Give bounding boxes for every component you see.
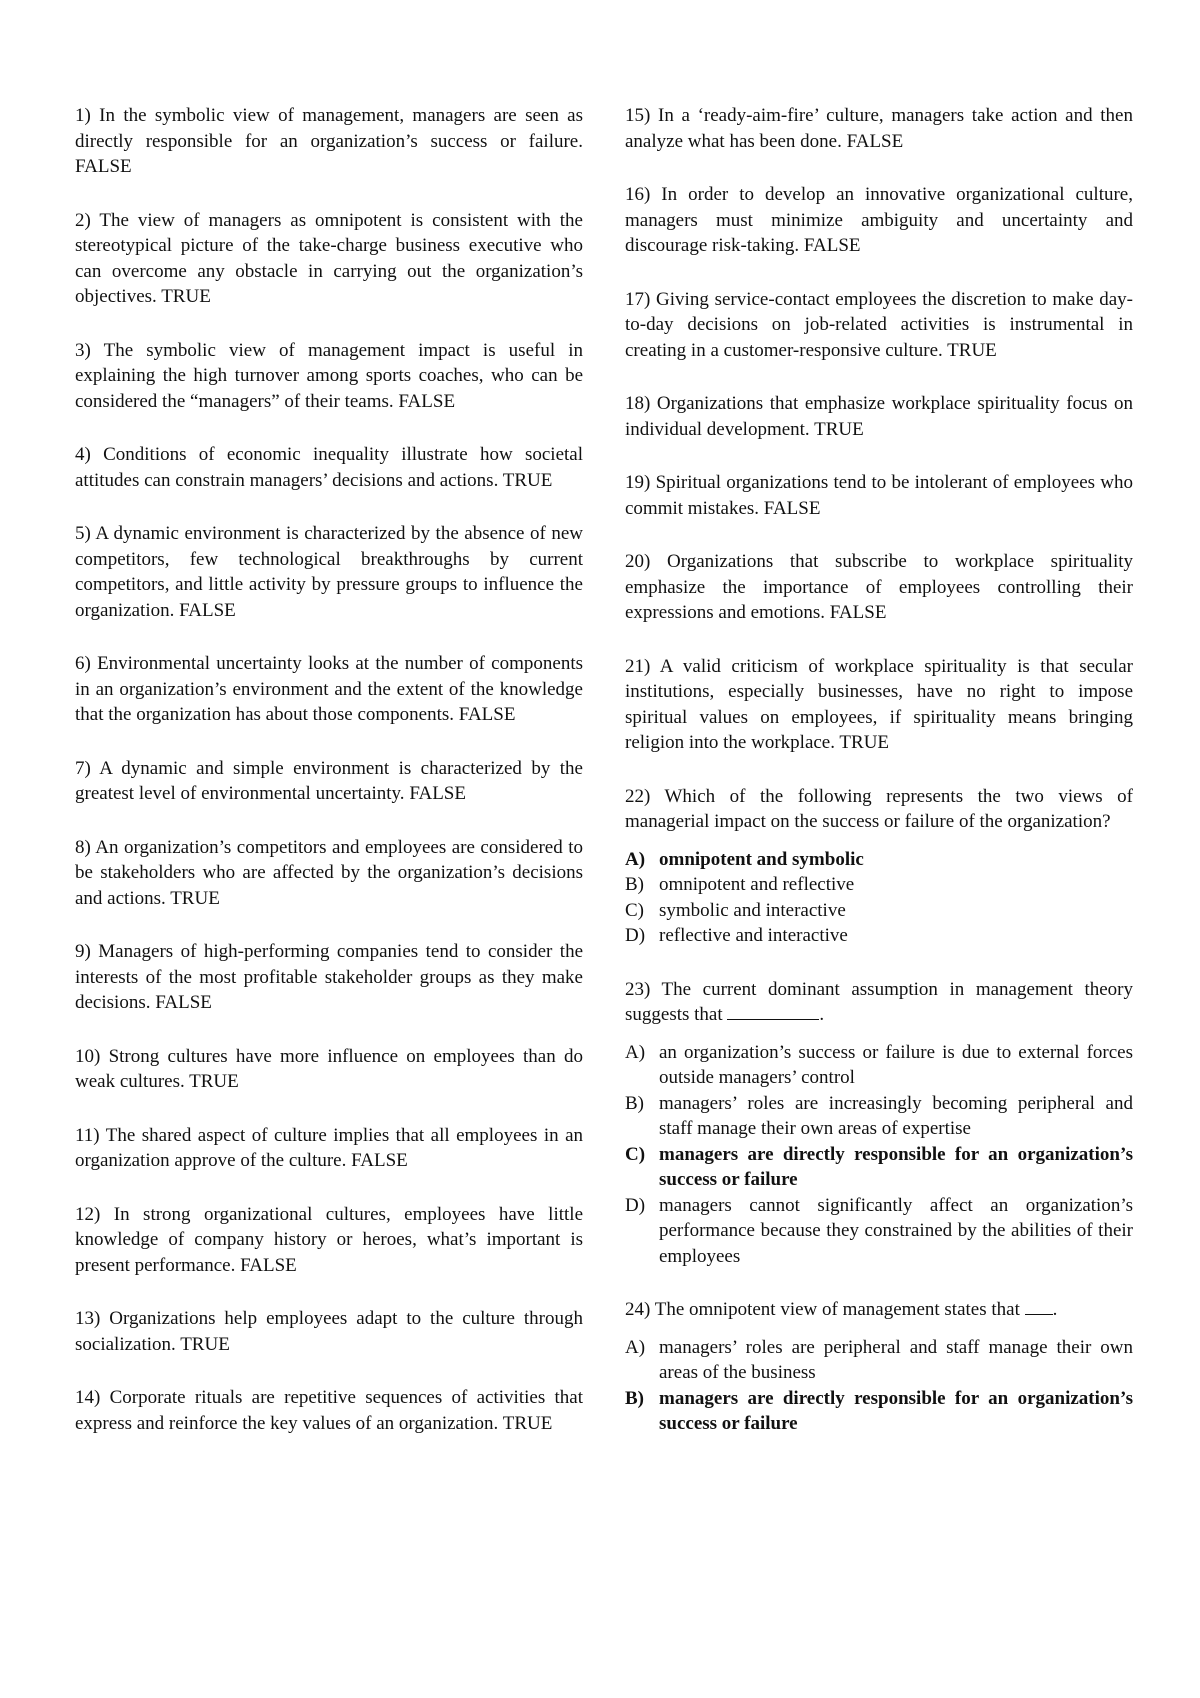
tf-question: 16) In order to develop an innovative organizational culture, managers must minimize ambiguity and uncertainty and discourage risk-taking. FALSE bbox=[625, 184, 1133, 256]
answer: TRUE bbox=[189, 1071, 239, 1092]
answer: FALSE bbox=[829, 602, 887, 623]
mc-question-24-stem: 24) The omnipotent view of management states that . bbox=[625, 1299, 1058, 1320]
answer: FALSE bbox=[398, 390, 456, 412]
answer: TRUE bbox=[502, 469, 553, 491]
tf-question: 19) Spiritual organizations tend to be intolerant of employees who commit mistakes. FALSE bbox=[625, 472, 1133, 519]
option-b: B) managers are directly responsible for an organization’s success or failure bbox=[625, 1387, 1133, 1434]
tf-question: 20) Organizations that subscribe to workplace spirituality emphasize the importance of employees controlling their expressions and emotions. FALSE bbox=[625, 551, 1133, 623]
mc-question-22-stem: 22) Which of the following represents the two views of managerial impact on the success or failure of the organization? bbox=[625, 785, 1133, 832]
left-column bbox=[75, 103, 583, 1464]
tf-question: 21) A valid criticism of workplace spirituality is that secular institutions, especially businesses, have no right to impose spiritual values on employees, if spirituality means bringing religion into the workplace. TRUE bbox=[625, 655, 1133, 753]
answer: FALSE bbox=[458, 704, 516, 725]
answer-blank bbox=[1025, 1298, 1053, 1315]
mc-question-24-options bbox=[625, 1335, 1133, 1437]
answer: FALSE bbox=[763, 497, 821, 519]
answer-blank bbox=[727, 1003, 819, 1020]
answer: FALSE bbox=[351, 1150, 408, 1171]
tf-question: 3) The symbolic view of management impact is useful in explaining the high turnover among sports coaches, who can be considered the “managers” of their teams. FALSE bbox=[75, 339, 583, 412]
tf-question: 15) In a ‘ready-aim-fire’ culture, managers take action and then analyze what has been done. FALSE bbox=[625, 105, 1133, 152]
tf-question: 9) Managers of high-performing companies tend to consider the interests of the most profitable stakeholder groups as they make decisions. FALSE bbox=[75, 941, 583, 1013]
option-b: B) managers’ roles are increasingly becoming peripheral and staff manage their own areas of expertise bbox=[625, 1092, 1133, 1139]
answer: TRUE bbox=[814, 418, 864, 440]
answer: FALSE bbox=[803, 235, 861, 256]
tf-question: 14) Corporate rituals are repetitive sequences of activities that express and reinforce the key values of an organization. TRUE bbox=[75, 1387, 583, 1434]
answer: FALSE bbox=[409, 783, 466, 804]
answer: FALSE bbox=[179, 599, 236, 621]
tf-question: 4) Conditions of economic inequality illustrate how societal attitudes can constrain managers’ decisions and actions. TRUE bbox=[75, 444, 583, 491]
option-a: A) an organization’s success or failure is due to external forces outside managers’ control bbox=[625, 1041, 1133, 1088]
answer: TRUE bbox=[180, 1333, 230, 1355]
tf-question: 17) Giving service-contact employees the discretion to make day-to-day decisions on job-related activities is instrumental in creating in a customer-responsive culture. TRUE bbox=[625, 288, 1133, 361]
option-a: A) omnipotent and symbolic bbox=[625, 848, 864, 870]
tf-question: 12) In strong organizational cultures, employees have little knowledge of company history or heroes, what’s important is present performance. FALSE bbox=[75, 1203, 583, 1276]
tf-question: 10) Strong cultures have more influence on employees than do weak cultures. TRUE bbox=[75, 1045, 583, 1092]
tf-question: 13) Organizations help employees adapt to the culture through socialization. TRUE bbox=[75, 1308, 583, 1355]
answer: TRUE bbox=[947, 339, 997, 361]
answer: TRUE bbox=[170, 887, 220, 909]
answer: TRUE bbox=[502, 1412, 553, 1434]
option-a: A) managers’ roles are peripheral and staff manage their own areas of the business bbox=[625, 1336, 1133, 1383]
answer: FALSE bbox=[846, 130, 904, 152]
tf-question: 2) The view of managers as omnipotent is consistent with the stereotypical picture of the take-charge business executive who can overcome any obstacle in carrying out the organization’s objectives. TRUE bbox=[75, 209, 583, 307]
tf-question: 18) Organizations that emphasize workplace spirituality focus on individual development. TRUE bbox=[625, 393, 1133, 440]
option-c: C) managers are directly responsible for an organization’s success or failure bbox=[625, 1143, 1133, 1190]
answer: FALSE bbox=[155, 992, 212, 1013]
tf-question: 11) The shared aspect of culture implies that all employees in an organization approve of the culture. FALSE bbox=[75, 1124, 583, 1171]
option-b: B) omnipotent and reflective bbox=[625, 874, 855, 895]
answer: TRUE bbox=[839, 732, 890, 753]
tf-question: 7) A dynamic and simple environment is characterized by the greatest level of environmental uncertainty. FALSE bbox=[75, 757, 583, 804]
answer: FALSE bbox=[240, 1254, 297, 1276]
option-d: D) reflective and interactive bbox=[625, 925, 848, 946]
right-column bbox=[625, 103, 1133, 1465]
tf-question: 5) A dynamic environment is characterized by the absence of new competitors, few technological breakthroughs by current competitors, and little activity by pressure groups to influence the organization. FALSE bbox=[75, 523, 583, 621]
option-c: C) symbolic and interactive bbox=[625, 899, 846, 921]
mc-question-23-options bbox=[625, 1040, 1133, 1270]
tf-question: 1) In the symbolic view of management, managers are seen as directly responsible for an organization’s success or failure. FALSE bbox=[75, 105, 583, 177]
mc-question-22-options bbox=[625, 847, 1133, 949]
tf-question: 8) An organization’s competitors and employees are considered to be stakeholders who are affected by the organization’s decisions and actions. TRUE bbox=[75, 836, 583, 909]
tf-question: 6) Environmental uncertainty looks at the number of components in an organization’s environment and the extent of the knowledge that the organization has about those components. FALSE bbox=[75, 653, 583, 725]
answer: TRUE bbox=[161, 286, 211, 307]
option-d: D) managers cannot significantly affect an organization’s performance because they constrained by the abilities of their employees bbox=[625, 1194, 1133, 1267]
answer: FALSE bbox=[75, 156, 132, 177]
mc-question-23-stem: 23) The current dominant assumption in management theory suggests that . bbox=[625, 978, 1133, 1025]
